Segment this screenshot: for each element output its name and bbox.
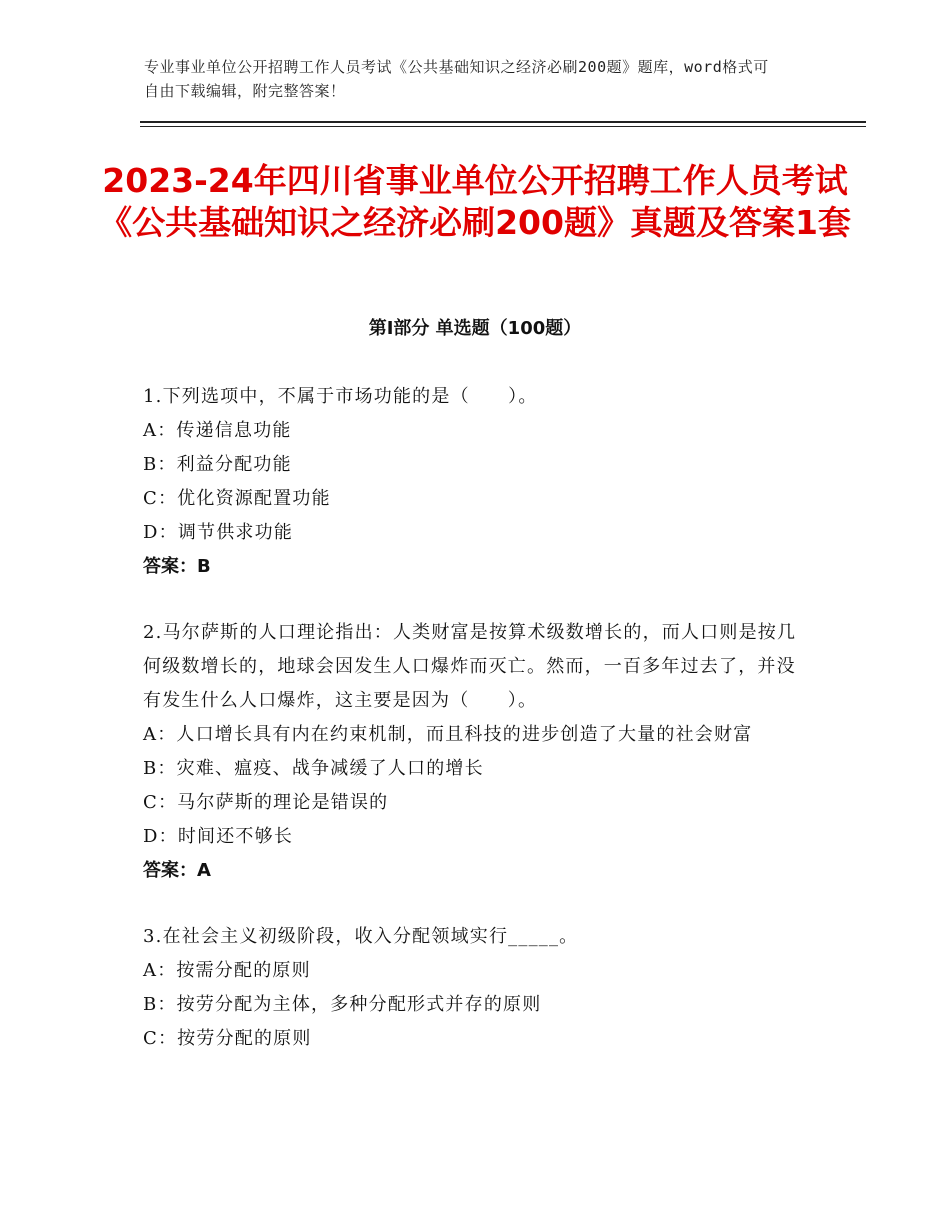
question-list: [143, 380, 808, 1088]
option-b: B：按劳分配为主体，多种分配形式并存的原则: [143, 994, 542, 1015]
option-d: D：调节供求功能: [143, 522, 294, 543]
document-header: 专业事业单位公开招聘工作人员考试《公共基础知识之经济必刷200题》题库，word格式可自由下载编辑，附完整答案！: [144, 58, 769, 100]
option-d: D：时间还不够长: [143, 826, 294, 847]
question-stem: 1.下列选项中，不属于市场功能的是（ ）。: [143, 386, 538, 407]
option-a: A：人口增长具有内在约束机制，而且科技的进步创造了大量的社会财富: [143, 724, 753, 745]
question-2: [143, 616, 808, 888]
option-b: B：灾难、瘟疫、战争减缓了人口的增长: [143, 758, 484, 779]
question-stem: 2.马尔萨斯的人口理论指出：人类财富是按算术级数增长的，而人口则是按几何级数增长的，地球会因发生人口爆炸而灭亡。然而，一百多年过去了，并没有发生什么人口爆炸，这主要是因为（ ）。: [143, 622, 797, 711]
option-a: A：按需分配的原则: [143, 960, 311, 981]
question-stem: 3.在社会主义初级阶段，收入分配领域实行_____。: [143, 926, 579, 947]
answer: 答案：A: [143, 860, 211, 881]
option-a: A：传递信息功能: [143, 420, 292, 441]
question-3: [143, 920, 808, 1056]
section-title: 第Ⅰ部分 单选题（100题）: [368, 318, 582, 339]
answer: 答案：B: [143, 556, 211, 577]
option-c: C：优化资源配置功能: [143, 488, 331, 509]
option-b: B：利益分配功能: [143, 454, 292, 475]
header-rule-thick: [140, 121, 866, 123]
option-c: C：按劳分配的原则: [143, 1028, 312, 1049]
option-c: C：马尔萨斯的理论是错误的: [143, 792, 389, 813]
header-rule-thin: [140, 126, 866, 127]
document-title: 2023-24年四川省事业单位公开招聘工作人员考试《公共基础知识之经济必刷200题》真题及答案1套: [99, 161, 851, 242]
question-1: [143, 380, 808, 584]
